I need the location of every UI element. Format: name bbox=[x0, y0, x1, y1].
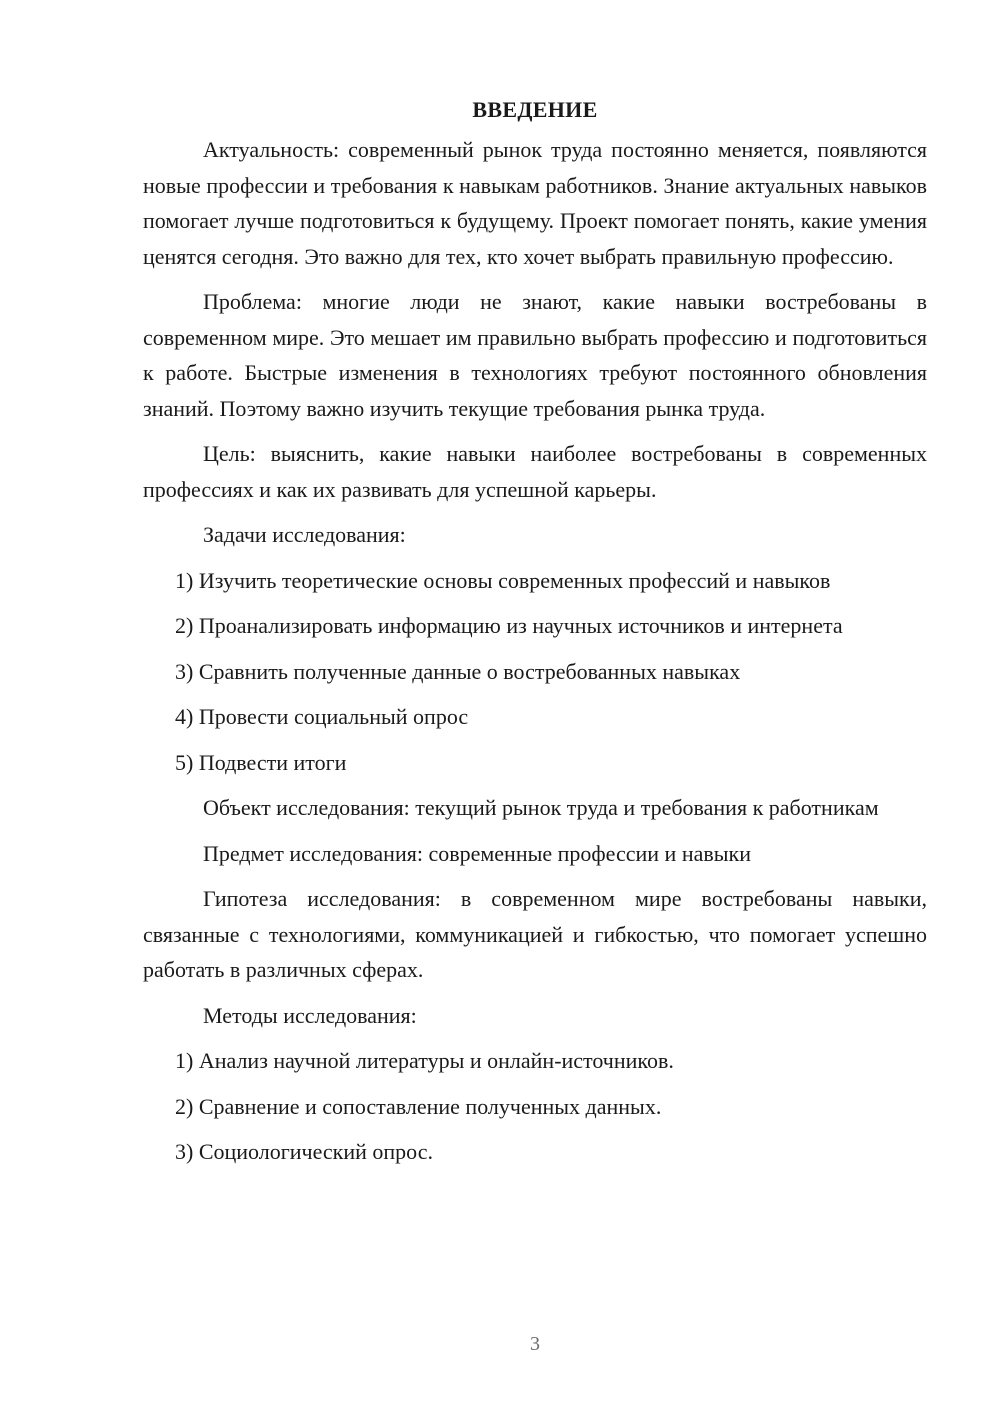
paragraph-problem: Проблема: многие люди не знают, какие навыки востребованы в современном мире. Это мешает им правильно выбрать профессию и подготовиться к работе. Быстрые изменения в технологиях требуют постоянного обновления знаний. Поэтому важно изучить текущие требования рынка труда. bbox=[143, 289, 927, 421]
task-item: 1) Изучить теоретические основы современных профессий и навыков bbox=[175, 567, 831, 593]
method-item: 3) Социологический опрос. bbox=[175, 1139, 433, 1164]
paragraph-relevance: Актуальность: современный рынок труда постоянно меняется, появляются новые профессии и требования к навыкам работников. Знание актуальных навыков помогает лучше подготовиться к будущему. Проект помогает понять, какие умения ценятся сегодня. Это важно для тех, кто хочет выбрать правильную профессию. bbox=[143, 137, 927, 269]
method-item: 1) Анализ научной литературы и онлайн-источников. bbox=[175, 1048, 674, 1073]
task-item: 3) Сравнить полученные данные о востребованных навыках bbox=[175, 658, 741, 684]
paragraph-object: Объект исследования: текущий рынок труда и требования к работникам bbox=[203, 795, 879, 820]
method-item: 2) Сравнение и сопоставление полученных данных. bbox=[175, 1093, 662, 1119]
page-number: 3 bbox=[530, 1333, 540, 1355]
paragraph-goal: Цель: выяснить, какие навыки наиболее востребованы в современных профессиях и как их развивать для успешной карьеры. bbox=[143, 441, 927, 502]
paragraph-hypothesis: Гипотеза исследования: в современном мире востребованы навыки, связанные с технологиями, коммуникацией и гибкостью, что помогает успешно работать в различных сферах. bbox=[143, 886, 927, 982]
document-page bbox=[143, 92, 927, 1180]
paragraph-subject: Предмет исследования: современные профессии и навыки bbox=[203, 840, 752, 866]
tasks-heading: Задачи исследования: bbox=[203, 522, 406, 547]
task-item: 5) Подвести итоги bbox=[175, 749, 347, 775]
section-title: ВВЕДЕНИЕ bbox=[472, 97, 598, 122]
task-item: 4) Провести социальный опрос bbox=[175, 704, 469, 729]
methods-heading: Методы исследования: bbox=[203, 1002, 417, 1028]
task-item: 2) Проанализировать информацию из научных источников и интернета bbox=[175, 613, 843, 638]
